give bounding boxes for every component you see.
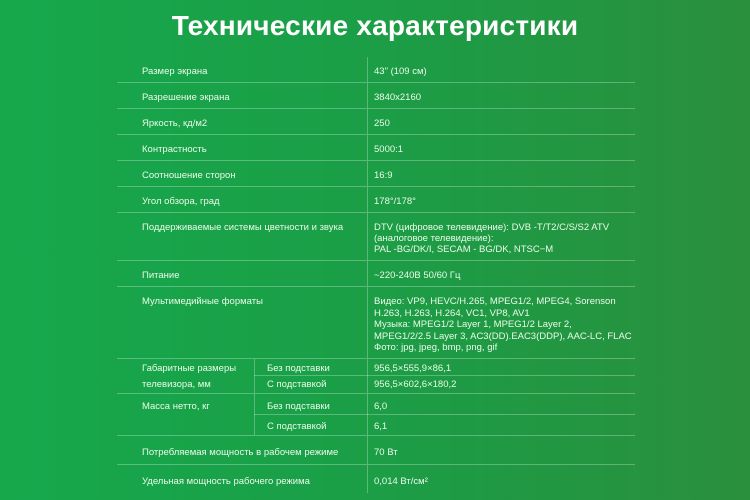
spec-table bbox=[117, 57, 635, 493]
spec-label: Контрастность bbox=[142, 144, 207, 155]
spec-value: 43" (109 см) bbox=[374, 66, 427, 77]
table-row bbox=[117, 109, 635, 135]
spec-value: 3840x2160 bbox=[374, 92, 422, 103]
spec-sublabel: Без подставки bbox=[267, 401, 330, 412]
table-row bbox=[117, 57, 635, 83]
spec-label: Потребляемая мощность в рабочем режиме bbox=[142, 447, 339, 458]
table-row bbox=[117, 287, 635, 359]
spec-value: 250 bbox=[374, 118, 390, 129]
spec-value-line: MPEG1/2/2.5 Layer 3, AC3(DD).EAC3(DDP), AAC-LC, FLAC bbox=[374, 330, 632, 342]
spec-value-line: H.263, H.263, H.264, VC1, VP8, AV1 bbox=[374, 307, 530, 319]
table-row bbox=[117, 187, 635, 213]
spec-value: ~220-240В 50/60 Гц bbox=[374, 270, 461, 281]
table-row bbox=[117, 436, 635, 465]
table-row bbox=[117, 465, 635, 493]
spec-value: 6,1 bbox=[374, 421, 388, 432]
spec-value: 6,0 bbox=[374, 401, 388, 412]
spec-label: Масса нетто, кг bbox=[142, 401, 210, 412]
table-row bbox=[117, 394, 635, 436]
table-row bbox=[117, 83, 635, 109]
spec-label: Яркость, кд/м2 bbox=[142, 118, 208, 129]
spec-label: Питание bbox=[142, 270, 180, 281]
spec-sublabel: С подставкой bbox=[267, 379, 327, 390]
spec-value: 16:9 bbox=[374, 170, 393, 181]
spec-value-line: DTV (цифровое телевидение): DVB -T/T2/C/S/S2 ATV bbox=[374, 222, 610, 233]
table-row bbox=[117, 213, 635, 261]
spec-value: 5000:1 bbox=[374, 144, 404, 155]
table-row bbox=[117, 135, 635, 161]
spec-label: Размер экрана bbox=[142, 66, 208, 77]
spec-value: 178°/178° bbox=[374, 196, 416, 207]
spec-value: 70 Вт bbox=[374, 447, 398, 458]
spec-label: Разрешение экрана bbox=[142, 92, 230, 103]
spec-value-line: Музыка: MPEG1/2 Layer 1, MPEG1/2 Layer 2, bbox=[374, 319, 572, 330]
spec-label: Соотношение сторон bbox=[142, 170, 236, 181]
spec-value-line: PAL -BG/DK/I, SECAM - BG/DK, NTSC−M bbox=[374, 244, 554, 255]
spec-value-line: (аналоговое телевидение): bbox=[374, 233, 494, 244]
spec-label: Удельная мощность рабочего режима bbox=[142, 476, 310, 487]
table-row bbox=[117, 359, 635, 394]
table-row bbox=[117, 261, 635, 287]
spec-sublabel: С подставкой bbox=[267, 421, 327, 432]
spec-value: 956,5×602,6×180,2 bbox=[374, 379, 457, 390]
table-row bbox=[117, 161, 635, 187]
spec-value: 0,014 Вт/см² bbox=[374, 476, 428, 487]
spec-value: 956,5×555,9×86,1 bbox=[374, 363, 452, 374]
page-title: Технические характеристики bbox=[171, 10, 579, 41]
spec-value-line: Видео: VP9, HEVC/H.265, MPEG1/2, MPEG4, Sorenson bbox=[374, 296, 616, 307]
spec-label: Мультимедийные форматы bbox=[142, 296, 263, 307]
spec-label-line: телевизора, мм bbox=[142, 379, 211, 390]
spec-sublabel: Без подставки bbox=[267, 363, 330, 374]
spec-value-line: Фото: jpg, jpeg, bmp, png, gif bbox=[374, 342, 498, 353]
spec-label: Поддерживаемые системы цветности и звука bbox=[142, 222, 344, 233]
spec-label-line: Габаритные размеры bbox=[142, 363, 237, 374]
spec-label: Угол обзора, град bbox=[142, 196, 220, 207]
